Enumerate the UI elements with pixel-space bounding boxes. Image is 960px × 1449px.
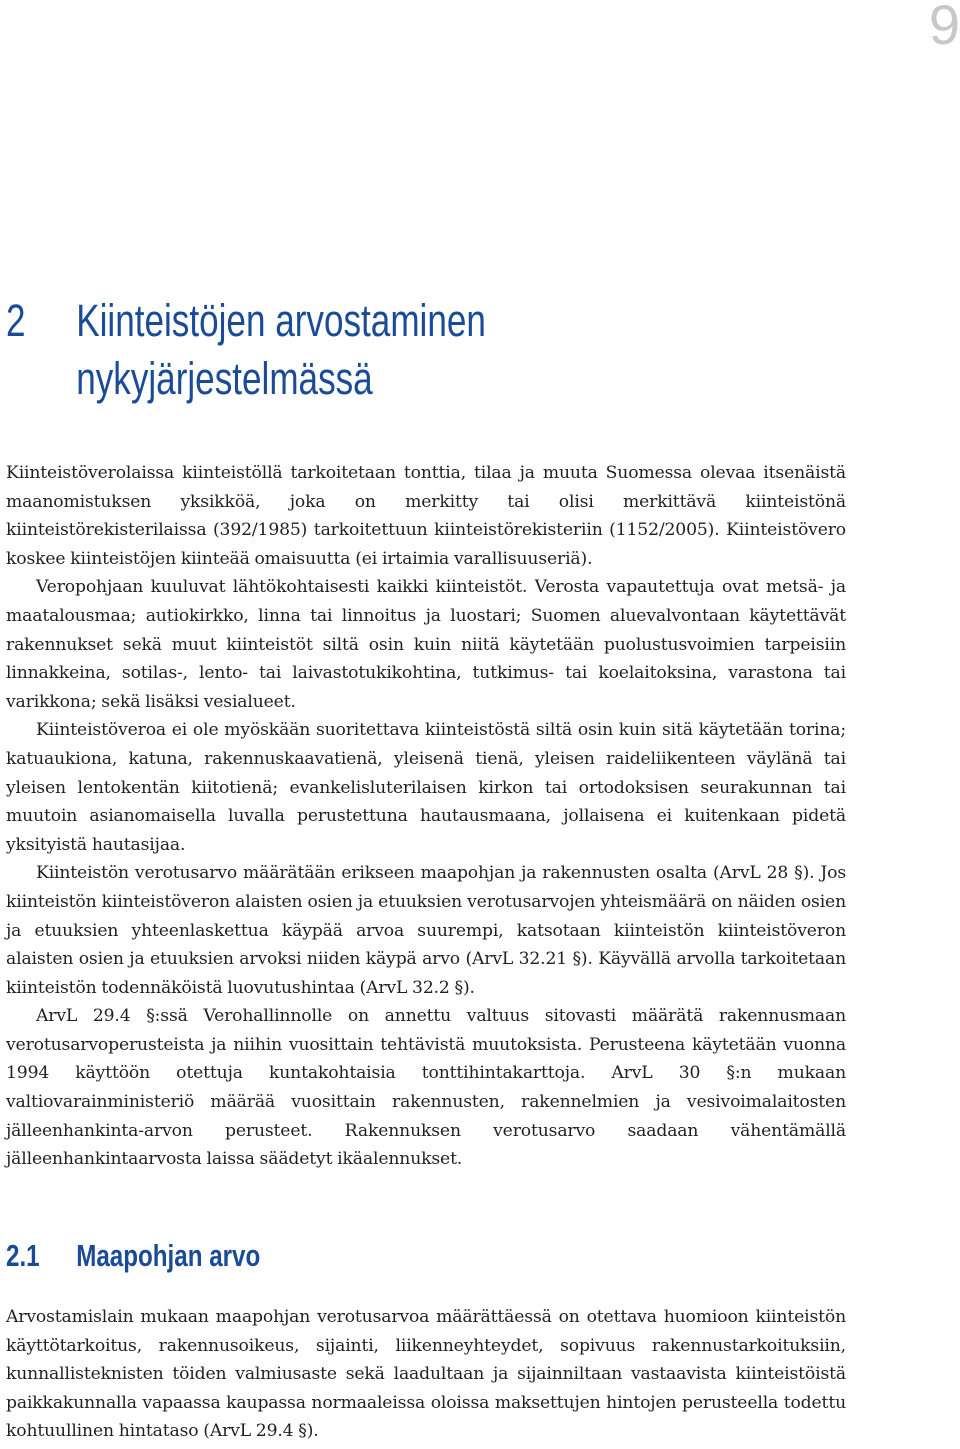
chapter-body [6,459,846,1174]
section-body [6,1303,846,1446]
paragraph: ArvL 29.4 §:ssä Verohallinnolle on annettu valtuus sitovasti määrätä rakennusmaan verotusarvoperusteista ja niihin vuosittain tehtävistä muutoksista. Perusteena käytetään vuonna 1994 käyttöön otettuja kuntakohtaisia tonttihintakarttoja. ArvL 30 §:n mukaan valtiovarainministeriö määrää vuosittain rakennusten, rakennelmien ja vesivoimalaitosten jälleenhankinta-arvon perusteet. Rakennuksen verotusarvo saadaan vähentämällä jälleenhankintaarvosta laissa säädetyt ikäalennukset. [6,1006,846,1170]
paragraph: Kiinteistöverolaissa kiinteistöllä tarkoitetaan tonttia, tilaa ja muuta Suomessa olevaa itsenäistä maanomistuksen yksikköä, joka on merkitty tai olisi merkittävä kiinteistönä kiinteistörekisterilaissa (392/1985) tarkoitettuun kiinteistörekisteriin (1152/2005). Kiinteistövero koskee kiinteistöjen kiinteää omaisuutta (ei irtaimia varallisuuseriä). [6,463,846,569]
chapter-heading [6,292,486,408]
section-heading [6,1236,260,1276]
paragraph: Kiinteistöveroa ei ole myöskään suoritettava kiinteistöstä siltä osin kuin sitä käytetään torina; katuaukiona, katuna, rakennuskaavatienä, yleisenä tienä, yleisen raideliikenteen väylänä tai yleisen lentokentän kiitotienä; evankelisluterilaisen kirkon tai ortodoksisen seurakunnan tai muutoin asianomaisella luvalla perustettuna hautausmaana, jollaisena ei kuitenkaan pidetä yksityistä hautasijaa. [6,720,846,855]
paragraph: Kiinteistön verotusarvo määrätään erikseen maapohjan ja rakennusten osalta (ArvL 28 §). Jos kiinteistön kiinteistöveron alaisten osien ja etuuksien verotusarvojen yhteismäärä on näiden osien ja etuuksien yhteenlaskettua käypää arvoa suurempi, katsotaan kiinteistön kiinteistöveron alaisten osien ja etuuksien arvoksi niiden käypä arvo (ArvL 32.21 §). Käyvällä arvolla tarkoitetaan kiinteistön todennäköistä luovutushintaa (ArvL 32.2 §). [6,863,846,998]
chapter-title-line2: nykyjärjestelmässä [76,353,373,404]
section-title: Maapohjan arvo [76,1238,261,1273]
page-number: 9 [928,0,958,56]
paragraph: Arvostamislain mukaan maapohjan verotusarvoa määrättäessä on otettava huomioon kiinteistön käyttötarkoitus, rakennusoikeus, sijainti, liikenneyhteydet, sopivuus rakennustarkoituksiin, kunnallisteknisten töiden valmiusaste sekä laadultaan ja sijainniltaan vastaavista kiinteistöistä paikkakunnalla vapaassa kaupassa normaaleissa oloissa maksettujen hintojen perusteella todettu kohtuullinen hintataso (ArvL 29.4 §). [6,1307,846,1442]
chapter-number: 2 [6,295,26,346]
section-number: 2.1 [6,1238,40,1273]
chapter-title-line1: Kiinteistöjen arvostaminen [76,295,486,346]
paragraph: Veropohjaan kuuluvat lähtökohtaisesti kaikki kiinteistöt. Verosta vapautettuja ovat metsä- ja maatalousmaa; autiokirkko, linna tai linnoitus ja luostari; Suomen aluevalvontaan käytettävät rakennukset sekä muut kiinteistöt siltä osin kuin niitä käytetään puolustusvoimien tarpeisiin linnakkeina, sotilas-, lento- tai laivastotukikohtina, tutkimus- tai koelaitoksina, varastona tai varikkona; sekä lisäksi vesialueet. [6,577,846,712]
